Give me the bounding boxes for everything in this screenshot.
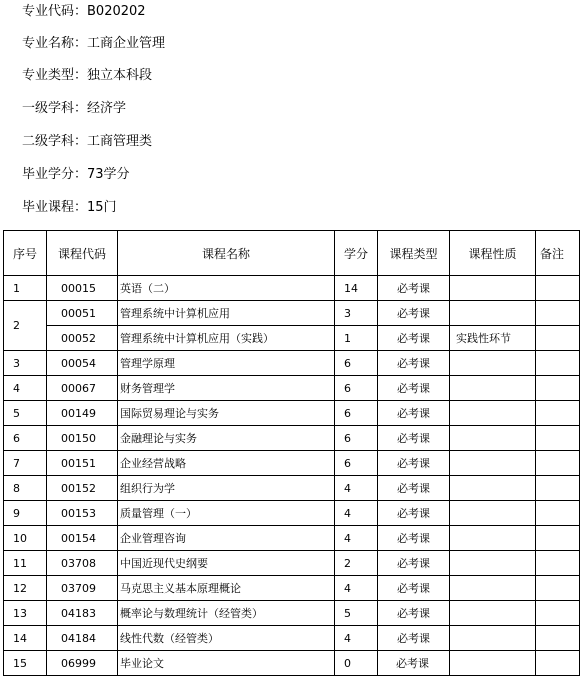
cell-no: 9 xyxy=(4,501,47,526)
cell-credit: 0 xyxy=(335,651,378,676)
cell-type: 必考课 xyxy=(378,276,450,301)
discipline-level-1: 一级学科：经济学 xyxy=(22,101,127,116)
cell-nature xyxy=(450,501,536,526)
cell-type: 必考课 xyxy=(378,326,450,351)
header-name: 课程名称 xyxy=(118,231,335,276)
table-row xyxy=(4,626,580,651)
cell-type: 必考课 xyxy=(378,401,450,426)
cell-no: 6 xyxy=(4,426,47,451)
cell-code: 00154 xyxy=(47,526,118,551)
cell-code: 03708 xyxy=(47,551,118,576)
graduation-credits: 毕业学分：73学分 xyxy=(22,167,130,182)
cell-code: 00152 xyxy=(47,476,118,501)
cell-code: 00151 xyxy=(47,451,118,476)
cell-note xyxy=(536,451,580,476)
cell-code: 00051 xyxy=(47,301,118,326)
table-row xyxy=(4,376,580,401)
cell-credit: 3 xyxy=(335,301,378,326)
cell-no: 4 xyxy=(4,376,47,401)
table-row xyxy=(4,401,580,426)
header-no: 序号 xyxy=(4,231,47,276)
cell-type: 必考课 xyxy=(378,601,450,626)
cell-credit: 6 xyxy=(335,376,378,401)
cell-name: 质量管理（一） xyxy=(118,501,335,526)
cell-note xyxy=(536,351,580,376)
cell-nature xyxy=(450,476,536,501)
cell-type: 必考课 xyxy=(378,301,450,326)
cell-code: 04184 xyxy=(47,626,118,651)
header-note: 备注 xyxy=(536,231,580,276)
cell-nature xyxy=(450,601,536,626)
table-header-row xyxy=(4,231,580,276)
cell-name: 中国近现代史纲要 xyxy=(118,551,335,576)
cell-code: 03709 xyxy=(47,576,118,601)
major-type: 专业类型：独立本科段 xyxy=(22,68,153,83)
cell-name: 管理学原理 xyxy=(118,351,335,376)
discipline-level-2: 二级学科：工商管理类 xyxy=(22,134,153,149)
cell-credit: 6 xyxy=(335,351,378,376)
cell-credit: 4 xyxy=(335,626,378,651)
cell-note xyxy=(536,626,580,651)
cell-nature xyxy=(450,551,536,576)
cell-no: 15 xyxy=(4,651,47,676)
cell-nature xyxy=(450,626,536,651)
table-row xyxy=(4,276,580,301)
cell-no: 11 xyxy=(4,551,47,576)
cell-nature xyxy=(450,651,536,676)
cell-name: 马克思主义基本原理概论 xyxy=(118,576,335,601)
cell-nature xyxy=(450,576,536,601)
cell-name: 企业经营战略 xyxy=(118,451,335,476)
cell-code: 00052 xyxy=(47,326,118,351)
cell-credit: 1 xyxy=(335,326,378,351)
cell-nature xyxy=(450,526,536,551)
cell-nature xyxy=(450,351,536,376)
cell-nature xyxy=(450,301,536,326)
cell-name: 企业管理咨询 xyxy=(118,526,335,551)
table-row xyxy=(4,326,580,351)
cell-code: 00067 xyxy=(47,376,118,401)
cell-code: 00015 xyxy=(47,276,118,301)
cell-note xyxy=(536,551,580,576)
table-row xyxy=(4,301,580,326)
cell-credit: 14 xyxy=(335,276,378,301)
course-table xyxy=(3,230,580,676)
cell-no: 1 xyxy=(4,276,47,301)
cell-code: 06999 xyxy=(47,651,118,676)
cell-type: 必考课 xyxy=(378,626,450,651)
cell-type: 必考课 xyxy=(378,426,450,451)
table-row xyxy=(4,351,580,376)
cell-name: 英语（二） xyxy=(118,276,335,301)
graduation-courses: 毕业课程：15门 xyxy=(22,200,117,215)
cell-note xyxy=(536,276,580,301)
cell-no: 3 xyxy=(4,351,47,376)
cell-credit: 4 xyxy=(335,526,378,551)
cell-credit: 2 xyxy=(335,551,378,576)
cell-name: 金融理论与实务 xyxy=(118,426,335,451)
header-nature: 课程性质 xyxy=(450,231,536,276)
cell-name: 财务管理学 xyxy=(118,376,335,401)
cell-no: 5 xyxy=(4,401,47,426)
cell-credit: 4 xyxy=(335,501,378,526)
cell-credit: 4 xyxy=(335,576,378,601)
cell-note xyxy=(536,651,580,676)
table-row xyxy=(4,501,580,526)
cell-credit: 4 xyxy=(335,476,378,501)
major-code: 专业代码：B020202 xyxy=(22,4,146,19)
cell-nature xyxy=(450,451,536,476)
cell-name: 国际贸易理论与实务 xyxy=(118,401,335,426)
cell-type: 必考课 xyxy=(378,501,450,526)
cell-name: 概率论与数理统计（经管类） xyxy=(118,601,335,626)
cell-credit: 6 xyxy=(335,426,378,451)
cell-nature xyxy=(450,401,536,426)
cell-type: 必考课 xyxy=(378,651,450,676)
cell-code: 00149 xyxy=(47,401,118,426)
cell-nature xyxy=(450,426,536,451)
cell-credit: 6 xyxy=(335,401,378,426)
cell-note xyxy=(536,376,580,401)
cell-note xyxy=(536,476,580,501)
cell-no: 13 xyxy=(4,601,47,626)
cell-note xyxy=(536,401,580,426)
cell-nature: 实践性环节 xyxy=(450,326,536,351)
cell-code: 00153 xyxy=(47,501,118,526)
header-code: 课程代码 xyxy=(47,231,118,276)
cell-type: 必考课 xyxy=(378,376,450,401)
table-row xyxy=(4,451,580,476)
cell-no: 2 xyxy=(4,301,47,351)
cell-name: 管理系统中计算机应用 xyxy=(118,301,335,326)
table-row xyxy=(4,426,580,451)
cell-note xyxy=(536,576,580,601)
header-credit: 学分 xyxy=(335,231,378,276)
cell-name: 组织行为学 xyxy=(118,476,335,501)
cell-name: 毕业论文 xyxy=(118,651,335,676)
cell-type: 必考课 xyxy=(378,451,450,476)
cell-type: 必考课 xyxy=(378,476,450,501)
cell-no: 7 xyxy=(4,451,47,476)
table-row xyxy=(4,476,580,501)
cell-no: 8 xyxy=(4,476,47,501)
cell-nature xyxy=(450,276,536,301)
cell-name: 线性代数（经管类） xyxy=(118,626,335,651)
cell-name: 管理系统中计算机应用（实践） xyxy=(118,326,335,351)
table-row xyxy=(4,651,580,676)
cell-no: 10 xyxy=(4,526,47,551)
cell-no: 12 xyxy=(4,576,47,601)
major-name: 专业名称：工商企业管理 xyxy=(22,36,166,51)
table-row xyxy=(4,601,580,626)
cell-credit: 6 xyxy=(335,451,378,476)
cell-type: 必考课 xyxy=(378,351,450,376)
cell-note xyxy=(536,601,580,626)
cell-note xyxy=(536,526,580,551)
cell-type: 必考课 xyxy=(378,526,450,551)
cell-code: 04183 xyxy=(47,601,118,626)
cell-type: 必考课 xyxy=(378,576,450,601)
cell-note xyxy=(536,426,580,451)
cell-code: 00150 xyxy=(47,426,118,451)
cell-type: 必考课 xyxy=(378,551,450,576)
header-type: 课程类型 xyxy=(378,231,450,276)
cell-no: 14 xyxy=(4,626,47,651)
cell-code: 00054 xyxy=(47,351,118,376)
cell-nature xyxy=(450,376,536,401)
cell-note xyxy=(536,326,580,351)
table-row xyxy=(4,576,580,601)
table-row xyxy=(4,526,580,551)
cell-note xyxy=(536,501,580,526)
cell-note xyxy=(536,301,580,326)
table-row xyxy=(4,551,580,576)
cell-credit: 5 xyxy=(335,601,378,626)
